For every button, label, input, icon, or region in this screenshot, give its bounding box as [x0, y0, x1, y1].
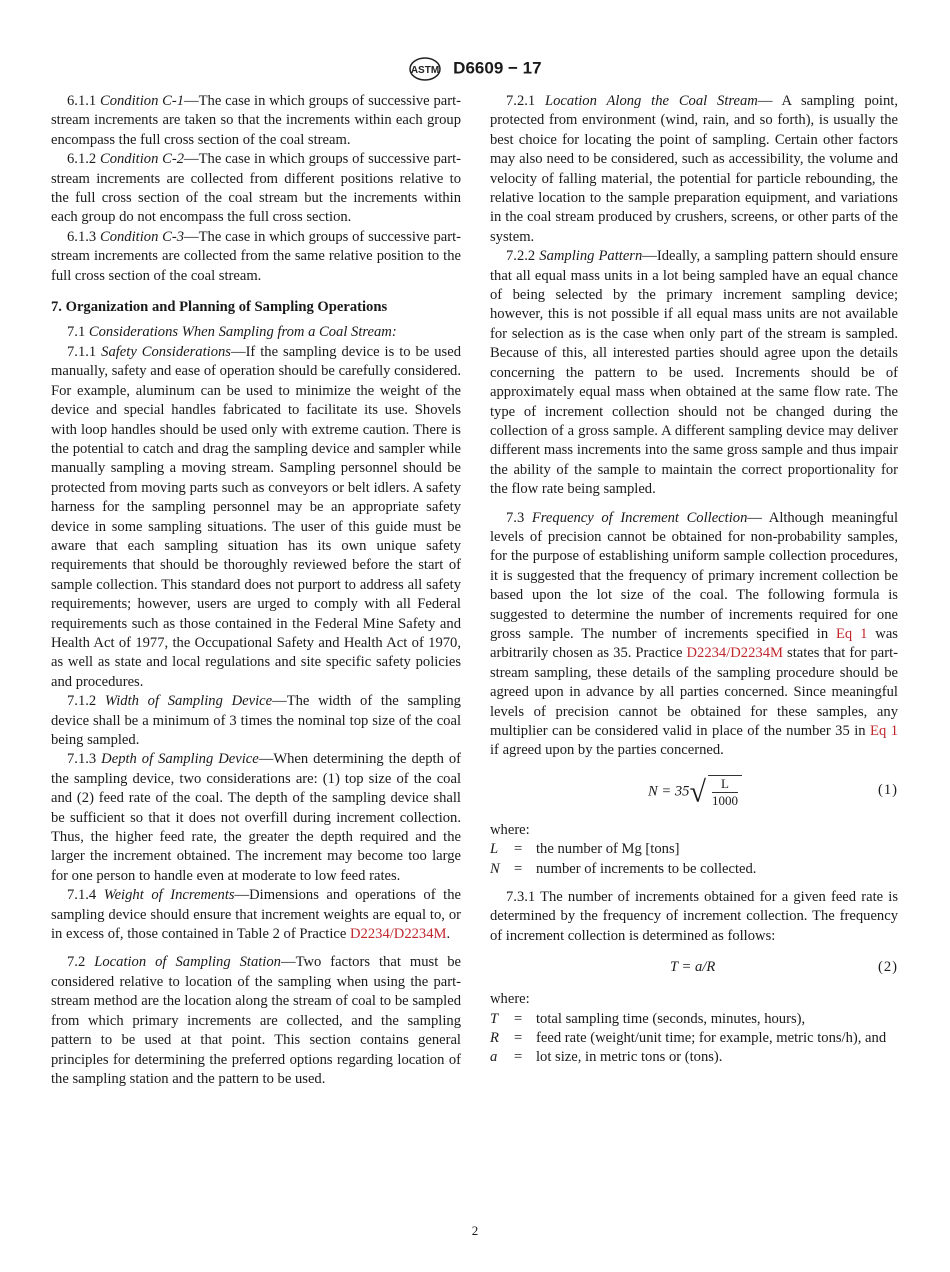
section-7-1-3: 7.1.3 Depth of Sampling Device—When determining the depth of the sampling device, two considerations are: (1) top size of the coal and (2) feed rate of the coal. The depth of the sampling device shall be sufficient so that it does not overfill during increment collection. Thus, the higher feed rate, the greater the depth required and the larger the increment obtained. The increment may become too large for one person to handle even at moderate to low feed rates.: [51, 751, 461, 884]
page-header: [0, 56, 950, 82]
definition-a: a = lot size, in metric tons or (tons).: [490, 1049, 723, 1066]
definition-N: N = number of increments to be collected.: [490, 860, 757, 877]
section-7-1-2: 7.1.2 Width of Sampling Device—The width of the sampling device shall be a minimum of 3 times the nominal top size of the coal being sampled.: [51, 693, 461, 748]
section-6-1-3: 6.1.3 Condition C-3—The case in which groups of successive part-stream increments are collected from the same relative position to the full cross section of the coal stream.: [51, 228, 461, 284]
link-eq1[interactable]: Eq 1: [836, 625, 868, 642]
link-d2234[interactable]: D2234/D2234M: [686, 645, 783, 662]
section-7-2-2: 7.2.2 Sampling Pattern—Ideally, a sampling pattern should ensure that all equal mass units in a lot being sampled have an equal chance of being selected by the primary increment sampling device; however, this is not possible if all equal mass units are not available for selection as is the case when only part of the stream is sampled. Because of this, all interested parties should agree upon the details concerning the pattern to be used. Increments should be of approximately equal mass when obtained at the same flow rate. The type of increment collection should not be changed during the collection of a gross sample. A different sampling device may deliver different mass increments into the same gross sample and thus impair the ability of the sample to maintain the correct proportionality for the flow rate being sampled.: [490, 248, 899, 498]
designation: D6609 − 17: [453, 58, 542, 78]
equation-2: T = a/R (2): [490, 954, 898, 984]
right-column: [490, 92, 898, 1068]
equation-number: (1): [877, 781, 898, 798]
section-6-1-2: 6.1.2 Condition C-2—The case in which groups of successive part-stream increments are collected from different positions relative to the full cross section of the coal stream but the increments within each group do not encompass the full cross section.: [51, 151, 461, 226]
astm-logo-icon: [408, 56, 442, 82]
definition-T: T = total sampling time (seconds, minutes, hours),: [490, 1010, 806, 1027]
section-7-3-1: 7.3.1 The number of increments obtained for a given feed rate is determined by the frequency of increment collection. The frequency of increment collection is determined as follows:: [490, 889, 898, 944]
equation-number: (2): [877, 959, 898, 976]
page-number: 2: [471, 1223, 479, 1238]
section-7-2: 7.2 Location of Sampling Station—Two factors that must be considered relative to location of the sampling when using the part-stream method are the location along the stream of coal to be sampled from which primary increments are collected, and the sampling pattern to be used at that point. This section contains general principles for determining the preferred options regarding location of the sampling station and the pattern to be used.: [51, 954, 462, 1087]
svg-text:ASTM: ASTM: [411, 65, 440, 76]
section-7-2-1: 7.2.1 Location Along the Coal Stream— A sampling point, protected from environment (wind, rain, and so forth), is usually the best choice for locating the point of sampling. Certain other factors may also need to be considered, such as accessibility, the volume and velocity of falling material, the potential for particle rebounding, the relative location to the sample preparation equipment, and variations in the coal stream produced by crushers, screens, or other parts of the system.: [490, 93, 898, 245]
link-d2234[interactable]: D2234/D2234M: [350, 926, 447, 943]
section-7-1-1: 7.1.1 Safety Considerations—If the sampling device is to be used manually, safety and ease of operation should be carefully considered. For example, aluminum can be used to minimize the weight of the device and special handles fabricated to facilitate its use. Shovels with loop handles should be used only with extreme caution. There is the potential to catch and drag the sampling device and sampler while manually sampling a moving stream. Sampling personnel should be protected from moving parts such as conveyors or belt idlers. A safety harness for the sampling personnel may be an appropriate safety device in some sampling situations. The user of this guide must be aware that each sampling situation has its own unique safety requirements that should be thoroughly reviewed before the start of sample collection. This standard does not purport to address all safety requirements; however, users are urged to comply with all Federal requirements such as those contained in the Federal Mine Safety and Health Act of 1977, the Occupational Safety and Health Act of 1970, as well as state and local regulations and site specific safety policies and procedures.: [51, 343, 461, 690]
section-6-1-1: 6.1.1 Condition C-1—The case in which groups of successive part-stream increments are taken so that the increments within each group encompass the full cross section of the coal stream.: [51, 93, 461, 148]
section-7-1-4: 7.1.4 Weight of Increments—Dimensions and operations of the sampling device should ensure that increment weights are equal to, or in excess of, those contained in Table 2 of Practice D2234/D2234M.: [51, 887, 461, 943]
definition-L: L = the number of Mg [tons]: [490, 841, 680, 858]
where-label: where:: [490, 821, 530, 838]
left-column: [51, 92, 461, 1089]
definition-R: R = feed rate (weight/unit time; for example, metric tons/h), and: [490, 1030, 887, 1047]
where-label: where:: [490, 991, 530, 1008]
section-7-3: 7.3 Frequency of Increment Collection— Although meaningful levels of precision cannot be obtained for non-probability samples, for the purpose of establishing uniform sample collection procedures, it is suggested that the frequency of primary increment collection be based upon the lot size of the coal. The following formula is suggested to determine the number of increments required for one gross sample. The number of increments specified in Eq 1 was arbitrarily chosen as 35. Practice D2234/D2234M states that for part-stream sampling, these details of the sampling procedure should be agreed upon in advance by all parties concerned. Since meaningful levels of precision cannot be obtained for these samples, any multiplier can be considered valid in place of the number 35 in Eq 1 if agreed upon by the parties concerned.: [490, 509, 899, 759]
link-eq1[interactable]: Eq 1: [870, 723, 898, 739]
sqrt-symbol: √: [689, 775, 706, 809]
section-7-1: 7.1 Considerations When Sampling from a Coal Stream:: [67, 324, 397, 341]
equation-1: N = 35√ $\frac{L}{1000}$ (1): [648, 775, 898, 809]
section-heading-7: 7. Organization and Planning of Sampling Operations: [51, 299, 388, 316]
